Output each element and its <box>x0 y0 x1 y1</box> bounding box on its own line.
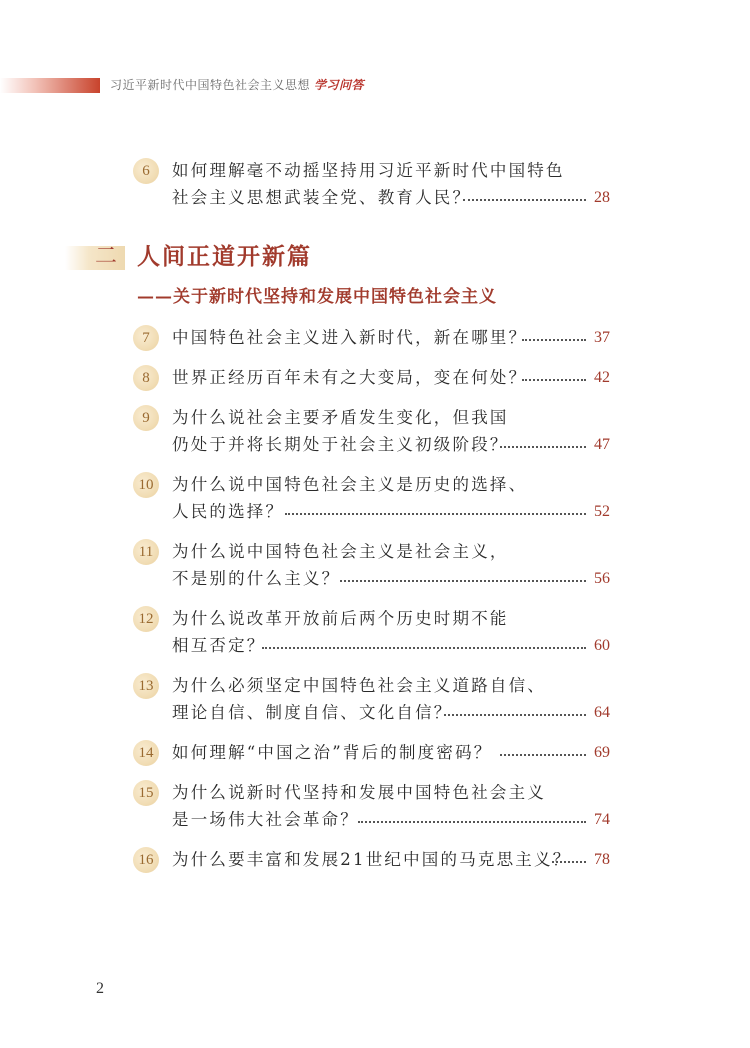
dot-leader <box>444 701 586 725</box>
toc-entry-number: 9 <box>133 405 159 431</box>
toc-entry-page: 78 <box>594 851 610 868</box>
running-header-book-title: 习近平新时代中国特色社会主义思想 <box>110 78 311 92</box>
toc-entry-title-line: 为什么说中国特色社会主义是历史的选择、 <box>172 475 528 494</box>
dot-leader <box>340 567 586 591</box>
section-title: 人间正道开新篇 <box>137 243 312 270</box>
toc-entry-number: 6 <box>133 158 159 184</box>
toc-entry-page: 47 <box>594 436 610 453</box>
dot-leader <box>522 366 586 390</box>
toc-entry-title-line: 是一场伟大社会革命？ <box>172 810 359 829</box>
toc-entry-title-line: 为什么说新时代坚持和发展中国特色社会主义 <box>172 783 546 802</box>
toc-entry-title-line: 中国特色社会主义进入新时代，新在哪里？ <box>172 328 528 347</box>
dot-leader <box>522 326 586 350</box>
toc-entry-page: 28 <box>594 189 610 206</box>
toc-entry-page: 37 <box>594 329 610 346</box>
toc-entry-number: 7 <box>133 325 159 351</box>
header-decoration-bar <box>0 78 100 93</box>
toc-entry-title-line: 为什么说中国特色社会主义是社会主义， <box>172 542 509 561</box>
toc-entry-number: 10 <box>133 472 159 498</box>
dot-leader <box>358 808 586 832</box>
toc-entry-title-line: 为什么必须坚定中国特色社会主义道路自信、 <box>172 676 546 695</box>
toc-entry-title-line: 不是别的什么主义？ <box>172 569 341 588</box>
toc-entry-number: 8 <box>133 365 159 391</box>
toc-entry-title-line: 为什么说社会主要矛盾发生变化，但我国 <box>172 408 509 427</box>
toc-entry-title-line: 为什么要丰富和发展21世纪中国的马克思主义？ <box>172 850 572 869</box>
section-subtitle: ——关于新时代坚持和发展中国特色社会主义 <box>137 287 497 307</box>
page-number: 2 <box>96 980 104 997</box>
dot-leader <box>552 848 586 872</box>
toc-entry-number: 14 <box>133 740 159 766</box>
toc-entry-number: 13 <box>133 673 159 699</box>
toc-entry-title-line: 世界正经历百年未有之大变局，变在何处？ <box>172 368 528 387</box>
toc-entry-page: 69 <box>594 744 610 761</box>
running-header <box>110 78 364 93</box>
toc-entry-number: 11 <box>133 539 159 565</box>
toc-entry-title-line: 如何理解毫不动摇坚持用习近平新时代中国特色 <box>172 161 565 180</box>
toc-entry-title-line: 相互否定？ <box>172 636 266 655</box>
running-header-accent: 学习问答 <box>314 78 365 92</box>
toc-entry-page: 60 <box>594 637 610 654</box>
dot-leader <box>285 500 586 524</box>
toc-entry-title-line: 人民的选择？ <box>172 502 285 521</box>
toc-entry-title-line: 仍处于并将长期处于社会主义初级阶段？ <box>172 435 509 454</box>
dot-leader <box>500 433 586 457</box>
toc-entry-title-line: 为什么说改革开放前后两个历史时期不能 <box>172 609 509 628</box>
toc-entry-page: 56 <box>594 570 610 587</box>
toc-entry-page: 74 <box>594 811 610 828</box>
toc-entry-title-line: 社会主义思想武装全党、教育人民？ <box>172 188 472 207</box>
toc-entry-page: 64 <box>594 704 610 721</box>
toc-entry-number: 12 <box>133 606 159 632</box>
toc-entry-number: 15 <box>133 780 159 806</box>
toc-entry-page: 42 <box>594 369 610 386</box>
toc-entry-page: 52 <box>594 503 610 520</box>
toc-entry-title-line: 理论自信、制度自信、文化自信？ <box>172 703 453 722</box>
toc-entry-title-line: 如何理解“中国之治”背后的制度密码？ <box>172 743 493 762</box>
dot-leader <box>262 634 586 658</box>
toc-entry-number: 16 <box>133 847 159 873</box>
dot-leader <box>463 186 586 210</box>
section-number: 二 <box>95 244 118 269</box>
dot-leader <box>500 741 586 765</box>
